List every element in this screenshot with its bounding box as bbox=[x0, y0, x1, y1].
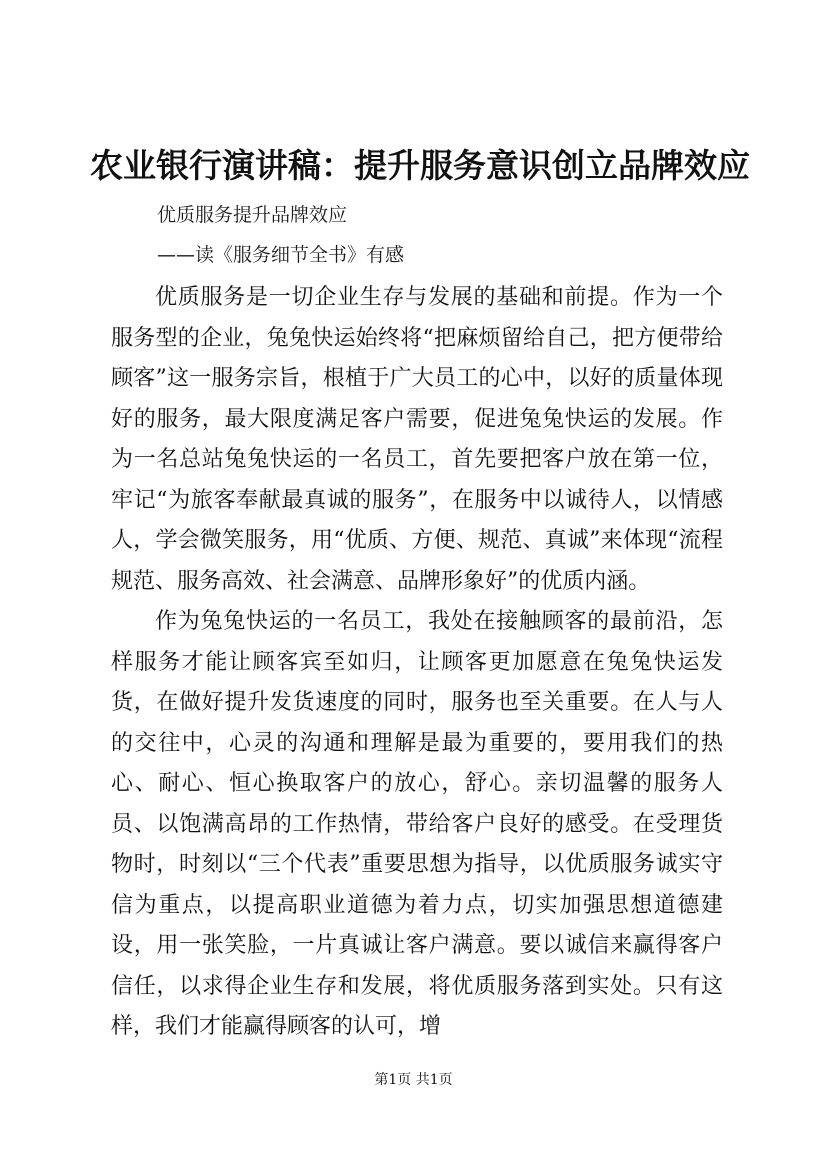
body-text bbox=[111, 278, 723, 1048]
paragraph: 优质服务是一切企业生存与发展的基础和前提。作为一个服务型的企业，兔兔快运始终将“把麻烦留给自己，把方便带给顾客”这一服务宗旨，根植于广大员工的心中，以好的质量体现好的服务，最大限度满足客户需要，促进兔兔快运的发展。作为一名总站兔兔快运的一名员工，首先要把客户放在第一位，牢记“为旅客奉献最真诚的服务”，在服务中以诚待人，以情感人，学会微笑服务，用“优质、方便、规范、真诚”来体现“流程规范、服务高效、社会满意、品牌形象好”的优质内涵。 bbox=[111, 285, 723, 594]
subtitle-book-reference: ——读《服务细节全书》有感 bbox=[157, 244, 405, 266]
paragraph: 作为兔兔快运的一名员工，我处在接触顾客的最前沿，怎样服务才能让顾客宾至如归，让顾客更加愿意在兔兔快运发货，在做好提升发货速度的同时，服务也至关重要。在人与人的交往中，心灵的沟通和理解是最为重要的，要用我们的热心、耐心、恒心换取客户的放心，舒心。亲切温馨的服务人员、以饱满高昂的工作热情，带给客户良好的感受。在受理货物时，时刻以“三个代表”重要思想为指导，以优质服务诚实守信为重点，以提高职业道德为着力点，切实加强思想道德建设，用一张笑脸，一片真诚让客户满意。要以诚信来赢得客户信任，以求得企业生存和发展，将优质服务落到实处。只有这样，我们才能赢得顾客的认可，增 bbox=[111, 609, 723, 1039]
page-footer: 第1页 共1页 bbox=[374, 1072, 453, 1088]
page-title: 农业银行演讲稿：提升服务意识创立品牌效应 bbox=[90, 146, 750, 185]
subtitle: 优质服务提升品牌效应 bbox=[157, 204, 348, 226]
